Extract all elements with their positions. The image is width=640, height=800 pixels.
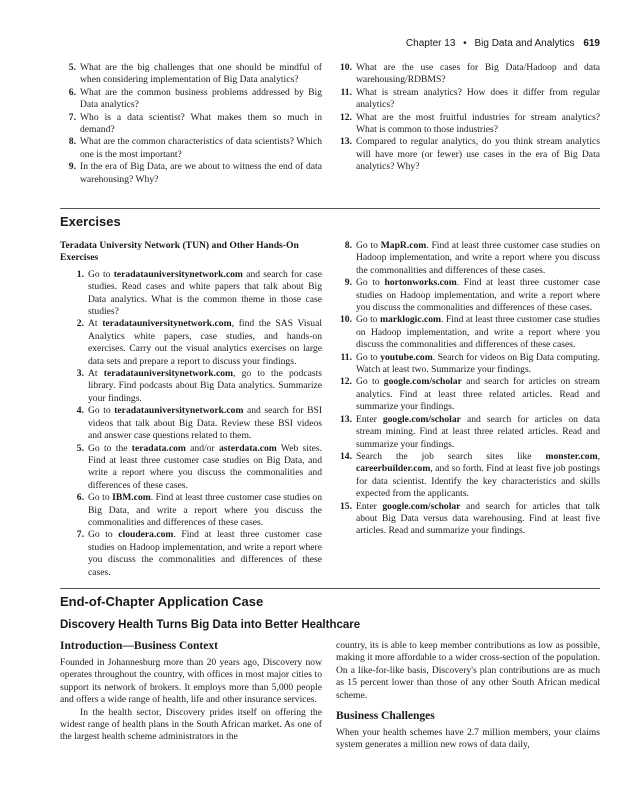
item-text-pre: Go to bbox=[356, 376, 384, 388]
item-text-post: and search for BSI videos that talk about Big Data. Review these BSI videos and answer case questions related to them. bbox=[88, 405, 323, 442]
item-number: 10. bbox=[340, 314, 352, 326]
item-text-post: , go to the podcasts library. Find podcasts about Big Data analytics. Summarize your findings. bbox=[88, 368, 323, 404]
case-section-title: End-of-Chapter Application Case bbox=[60, 594, 264, 609]
website-link[interactable]: teradatauniversitynetwork.com bbox=[114, 405, 244, 417]
website-link-2[interactable]: asterdata.com bbox=[218, 442, 277, 454]
item-text-post: . Find at least three customer case studies on Big Data, and write a report where you discuss the commonalities and differences of these cases. bbox=[88, 492, 323, 528]
header-separator: • bbox=[463, 38, 467, 49]
item-number: 3. bbox=[76, 368, 84, 380]
question-item bbox=[336, 87, 600, 112]
item-text: Compared to regular analytics, do you think stream analytics will have more (or fewer) use cases in the era of Big Data analytics? Why? bbox=[356, 136, 600, 173]
item-text-post: and search for articles that talk about Big Data versus data warehousing. Find at least five articles. Read and summarize your findings. bbox=[356, 500, 600, 537]
item-number: 1. bbox=[76, 268, 84, 280]
exercise-item bbox=[336, 451, 600, 501]
item-text-post: . Find at least three customer case studies on Hadoop implementation, and write a report where you discuss the commonalities and differences of these cases. bbox=[88, 529, 322, 578]
item-text-pre: At bbox=[88, 318, 103, 330]
website-link[interactable]: marklogic.com bbox=[380, 314, 442, 326]
website-link[interactable]: teradatauniversitynetwork.com bbox=[103, 368, 234, 380]
chapter-title: Big Data and Analytics bbox=[474, 38, 575, 49]
intro-paragraph-2: In the health sector, Discovery prides itself on offering the widest range of health plans in the South African market. As one of the largest health scheme administrators in the bbox=[60, 706, 322, 743]
question-item bbox=[60, 87, 322, 112]
exercises-title: Exercises bbox=[60, 214, 121, 229]
website-link[interactable]: google.com/scholar bbox=[382, 500, 461, 512]
question-item bbox=[60, 161, 322, 186]
exercise-item bbox=[336, 501, 600, 538]
website-link[interactable]: monster.com bbox=[545, 450, 598, 462]
item-text-post: Web sites. Find at least three customer case studies on Big Data, and write a report where you discuss the commonalities and differences of these cases. bbox=[88, 442, 323, 491]
item-number: 10. bbox=[340, 62, 352, 73]
exercises-left-column bbox=[60, 240, 322, 579]
item-number: 12. bbox=[340, 376, 352, 388]
item-text-post: and search for case studies. Read cases and white papers that talk about Big Data analytics. What is the common theme in those case studies? bbox=[88, 268, 323, 318]
running-header bbox=[60, 38, 600, 49]
website-link[interactable]: teradata.com bbox=[131, 442, 186, 454]
exercise-item bbox=[68, 405, 322, 442]
exercise-item bbox=[68, 443, 322, 493]
item-number: 5. bbox=[76, 442, 84, 454]
website-link[interactable]: cloudera.com bbox=[118, 529, 174, 541]
website-link[interactable]: IBM.com bbox=[112, 492, 151, 504]
item-text: What are the most fruitful industries for stream analytics? What is common to those industries? bbox=[356, 111, 600, 136]
item-number: 11. bbox=[340, 351, 352, 363]
website-link[interactable]: google.com/scholar bbox=[382, 413, 461, 425]
intro-paragraph-1: Founded in Johannesburg more than 20 years ago, Discovery now operates throughout the country, with offices in most major cities to support its network of brokers. It employs more than 5,000 people and offers a wide range of health, life and other insurance services. bbox=[60, 657, 322, 706]
page-number: 619 bbox=[583, 38, 600, 49]
item-text-post: . Find at least three customer case studies on Hadoop implementation, and write a report where you discuss the commonalities and differences of these cases. bbox=[356, 240, 600, 276]
exercise-item bbox=[336, 314, 600, 351]
exercise-item bbox=[336, 240, 600, 277]
case-right-column bbox=[336, 640, 600, 752]
item-number: 15. bbox=[340, 500, 352, 512]
item-text-pre: Go to bbox=[356, 277, 385, 289]
questions-right-column bbox=[336, 62, 600, 174]
item-number: 11. bbox=[340, 86, 352, 98]
item-text-pre: Go to bbox=[356, 240, 381, 251]
item-number: 12. bbox=[340, 111, 352, 123]
item-number: 6. bbox=[76, 492, 84, 504]
item-number: 9. bbox=[68, 161, 76, 173]
question-item bbox=[336, 112, 600, 137]
item-text-pre: Go to bbox=[356, 314, 381, 326]
challenges-paragraph: When your health schemes have 2.7 million members, your claims system generates a million new rows of data daily, bbox=[336, 727, 600, 751]
item-text-post: . Find at least three customer case studies on Hadoop implementation, and write a report where you discuss the commonalities and differences of these cases. bbox=[356, 314, 600, 351]
item-text-post: . Search for videos on Big Data computing. Watch at least two. Summarize your findings. bbox=[356, 351, 600, 376]
intro-heading: Introduction—Business Context bbox=[60, 640, 218, 652]
website-link[interactable]: MapR.com bbox=[380, 240, 427, 251]
section-divider bbox=[60, 208, 600, 209]
item-text-post: . Find at least three customer case studies on Hadoop implementation, and write a report where you discuss the commonalities and differences of these cases. bbox=[356, 277, 600, 314]
item-number: 14. bbox=[340, 450, 352, 462]
item-text-pre: Go to the bbox=[88, 442, 132, 454]
item-text-pre: Search the job search sites like bbox=[356, 450, 546, 462]
item-text: What are the big challenges that one should be mindful of when considering implementation of Big Data analytics? bbox=[80, 62, 322, 86]
item-text-post: , and so forth. Find at least five job postings for data scientist. Identify the key characteristics and skills expected from the applicants. bbox=[356, 463, 600, 500]
item-number: 7. bbox=[76, 529, 84, 541]
item-text-pre: Enter bbox=[356, 413, 383, 425]
exercise-item bbox=[68, 269, 322, 319]
item-text-post: and search for articles on data stream mining. Find at least three related articles. Read and summarize your findings. bbox=[356, 413, 600, 450]
item-number: 13. bbox=[340, 413, 352, 425]
challenges-heading: Business Challenges bbox=[336, 710, 435, 723]
exercise-item bbox=[68, 492, 322, 529]
website-link[interactable]: youtube.com bbox=[380, 351, 433, 363]
item-number: 8. bbox=[344, 240, 352, 251]
exercises-right-column bbox=[336, 240, 600, 538]
website-link[interactable]: google.com/scholar bbox=[383, 376, 462, 388]
question-item bbox=[336, 136, 600, 173]
section-divider-2 bbox=[60, 588, 600, 589]
item-text-pre: Go to bbox=[88, 529, 119, 541]
item-text-pre: At bbox=[88, 368, 104, 380]
case-left-column bbox=[60, 640, 322, 744]
item-text-pre: Go to bbox=[88, 492, 113, 504]
exercise-item bbox=[336, 277, 600, 314]
exercise-item bbox=[336, 414, 600, 451]
question-item bbox=[336, 62, 600, 87]
exercise-item bbox=[336, 352, 600, 377]
case-title: Discovery Health Turns Big Data into Better Healthcare bbox=[60, 619, 361, 631]
item-number: 2. bbox=[76, 318, 84, 330]
item-text: In the era of Big Data, are we about to witness the end of data warehousing? Why? bbox=[80, 161, 322, 185]
item-number: 13. bbox=[340, 136, 352, 148]
exercise-item bbox=[336, 376, 600, 413]
website-link[interactable]: hortonworks.com bbox=[384, 277, 457, 289]
chapter-label: Chapter 13 bbox=[405, 38, 456, 49]
question-item bbox=[60, 136, 322, 161]
item-text-mid: , bbox=[597, 450, 600, 462]
item-number: 6. bbox=[68, 86, 76, 98]
item-text-mid: and/or bbox=[185, 442, 219, 454]
item-text-post: , find the SAS Visual Analytics white papers, case studies, and hands-on exercises. Carry out the visual analytics exercises on large data sets and prepare a report to discuss your findings. bbox=[88, 318, 322, 367]
item-text: What are the use cases for Big Data/Hadoop and data warehousing/RDBMS? bbox=[356, 62, 600, 86]
website-link-2[interactable]: careerbuilder.com bbox=[356, 463, 431, 475]
item-number: 9. bbox=[344, 277, 352, 289]
exercises-subhead: Teradata University Network (TUN) and Other Hands-On Exercises bbox=[60, 240, 299, 264]
item-text-pre: Go to bbox=[88, 268, 114, 280]
exercise-item bbox=[68, 368, 322, 405]
questions-left-column bbox=[60, 62, 322, 186]
exercise-item bbox=[68, 318, 322, 368]
item-number: 7. bbox=[68, 111, 76, 123]
case-right-paragraph: country, its is able to keep member contributions as low as possible, making it more affordable to a wider cross-section of the population. On a like-for-like basis, Discovery's plan contributions are as much as 15 percent lower than those of any other South African medical scheme. bbox=[336, 640, 600, 701]
item-text-post: and search for articles on stream analytics. Find at least three related articles. Read and summarize your findings. bbox=[356, 376, 601, 413]
item-text-pre: Go to bbox=[356, 351, 381, 363]
item-number: 5. bbox=[68, 62, 76, 73]
website-link[interactable]: teradatauniversitynetwork.com bbox=[113, 268, 243, 280]
item-text-pre: Enter bbox=[356, 500, 383, 512]
question-item bbox=[60, 112, 322, 137]
website-link[interactable]: teradatauniversitynetwork.com bbox=[102, 318, 232, 330]
exercise-item bbox=[68, 529, 322, 579]
item-number: 4. bbox=[76, 405, 84, 417]
question-item bbox=[60, 62, 322, 87]
item-text: What are the common characteristics of data scientists? Which one is the most important? bbox=[80, 136, 322, 160]
item-text: What is stream analytics? How does it differ from regular analytics? bbox=[356, 86, 600, 111]
item-text: Who is a data scientist? What makes them so much in demand? bbox=[80, 111, 322, 136]
item-text: What are the common business problems addressed by Big Data analytics? bbox=[80, 86, 322, 111]
item-text-pre: Go to bbox=[88, 405, 115, 417]
item-number: 8. bbox=[68, 136, 76, 148]
